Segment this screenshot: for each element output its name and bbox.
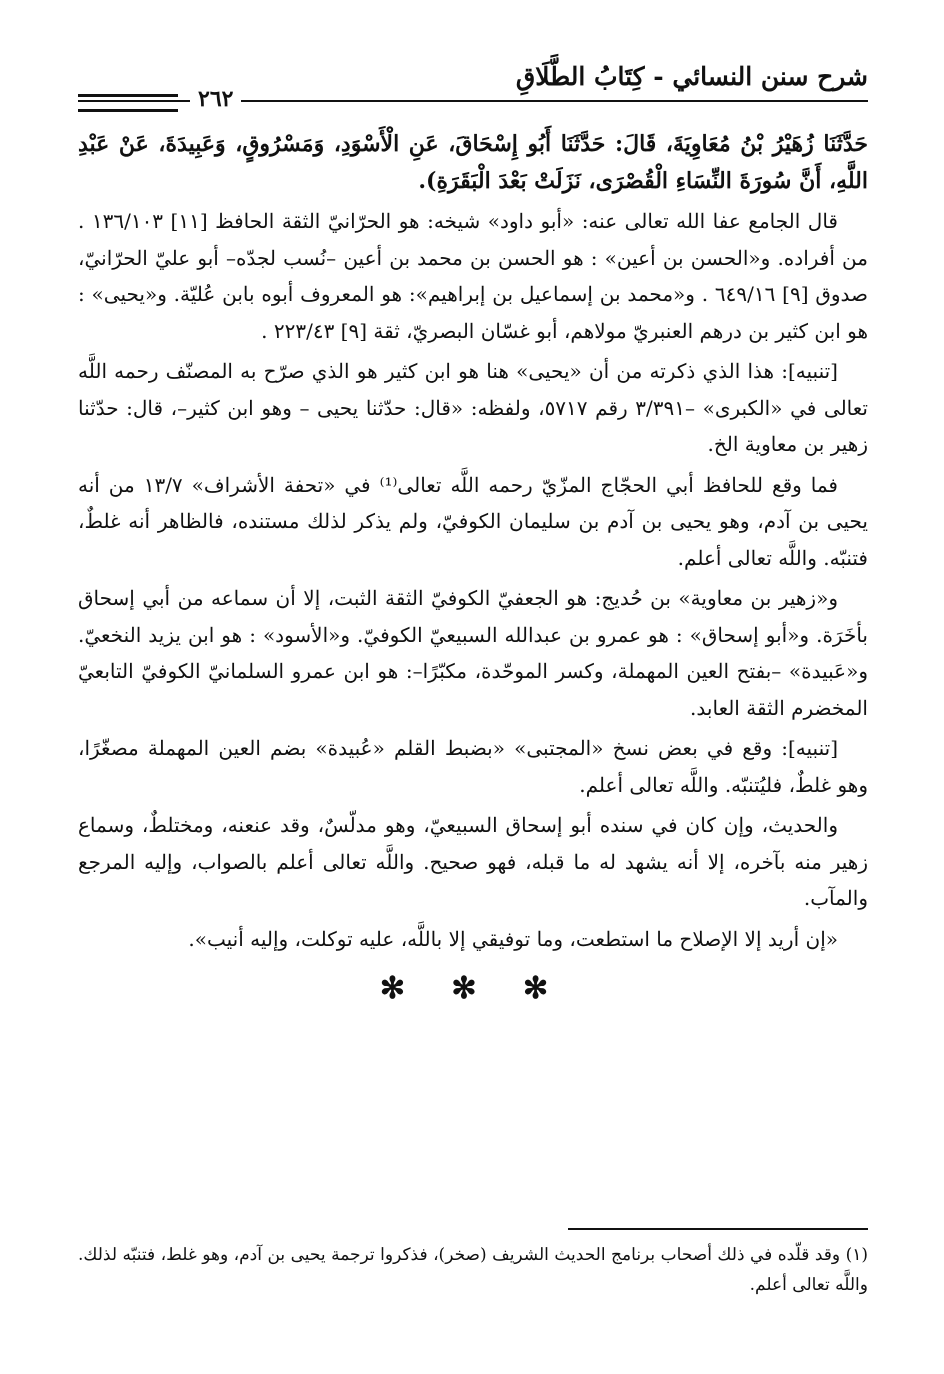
running-header xyxy=(78,60,868,112)
hadith-text: حَدَّثَنَا زُهَيْرُ بْنُ مُعَاوِيَةَ، قَالَ: حَدَّثَنَا أَبُو إِسْحَاقَ، عَنِ الْأَسْوَدِ، وَمَسْرُوقٍ، وَعَبِيدَةَ، عَنْ عَبْدِ اللَّهِ، أَنَّ سُورَةَ النِّسَاءِ الْقُصْرَى، نَزَلَتْ بَعْدَ الْبَقَرَةِ). xyxy=(78,131,868,194)
section-divider-stars: ✻ ✻ ✻ xyxy=(379,971,567,1006)
paragraph-note-1: [تنبيه]: هذا الذي ذكرته من أن «يحيى» هنا هو ابن كثير هو الذي صرّح به المصنّف رحمه اللَّه تعالى في «الكبرى» –٣/٣٩١ رقم ٥٧١٧، ولفظه: «قال: حدّثنا يحيى – وهو ابن كثير–، قال: حدّثنا زهير بن معاوية الخ. xyxy=(78,359,868,456)
paragraph-note-2: [تنبيه]: وقع في بعض نسخ «المجتبى» «بضبط القلم «عُبيدة» بضم العين المهملة مصغّرًا، وهو غلطٌ، فليُتنبّه. واللَّه تعالى أعلم. xyxy=(78,736,868,797)
paragraph-mizzi: فما وقع للحافظ أبي الحجّاج المزّيّ رحمه اللَّه تعالى⁽¹⁾ في «تحفة الأشراف» ١٣/٧ من أنه يحيى بن آدم، وهو يحيى بن آدم بن سليمان الكوفيّ، ولم يذكر لذلك مستنده، فالظاهر أنه غلطٌ، فتنبّه. واللَّه تعالى أعلم. xyxy=(78,472,868,570)
footnote-rule xyxy=(568,1228,868,1230)
paragraph-hadith-ruling: والحديث، وإن كان في سنده أبو إسحاق السبيعيّ، وهو مدلّسٌ، وقد عنعنه، ومختلطٌ، وسماع زهير منه بآخره، إلا أنه يشهد له ما قبله، فهو صحيح. واللَّه تعالى أعلم بالصواب، وإليه المرجع والمآب. xyxy=(78,813,868,910)
header-double-rule xyxy=(78,94,178,112)
paragraph-narrators: قال الجامع عفا الله تعالى عنه: «أبو داود» شيخه: هو الحرّانيّ الثقة الحافظ [١١] ١٣٦/١٠٣ . من أفراده. و«الحسن بن أعين» : هو الحسن بن محمد بن أعين –نُسب لجدّه– أبو عليّ الحرّانيّ، صدوق [٩] ٦٤٩/١٦ . و«محمد بن إسماعيل بن إبراهيم»: هو المعروف أبوه بابن عُليّة. و«يحيى» : هو ابن كثير بن درهم العنبريّ مولاهم، أبو غسّان البصريّ، ثقة [٩] ٢٢٣/٤٣ . xyxy=(78,209,868,343)
page-body xyxy=(78,126,868,1008)
paragraph-zuhayr: و«زهير بن معاوية» بن حُديج: هو الجعفيّ الكوفيّ الثقة الثبت، إلا أن سماعه من أبي إسحاق بأخَرَة. و«أبو إسحاق» : هو عمرو بن عبدالله السبيعيّ الكوفيّ. و«الأسود» : هو ابن يزيد النخعيّ. و«عَبيدة» –بفتح العين المهملة، وكسر الموحّدة، مكبّرًا–: هو ابن عمرو السلمانيّ الكوفيّ التابعيّ المخضرم الثقة العابد. xyxy=(78,586,868,720)
page-number: ٢٦٢ xyxy=(190,86,241,112)
footnote: (١) وقد قلّده في ذلك أصحاب برنامج الحديث الشريف (صخر)، فذكروا ترجمة يحيى بن آدم، وهو غلط، فتنبّه لذلك. واللَّه تعالى أعلم. xyxy=(78,1245,868,1295)
header-title: شرح سنن النسائي - كِتَابُ الطَّلَاقِ xyxy=(515,62,868,91)
paragraph-closing-verse: «إن أريد إلا الإصلاح ما استطعت، وما توفيقي إلا باللَّه، عليه توكلت، وإليه أنيب». xyxy=(188,926,838,951)
book-page xyxy=(78,60,868,1350)
